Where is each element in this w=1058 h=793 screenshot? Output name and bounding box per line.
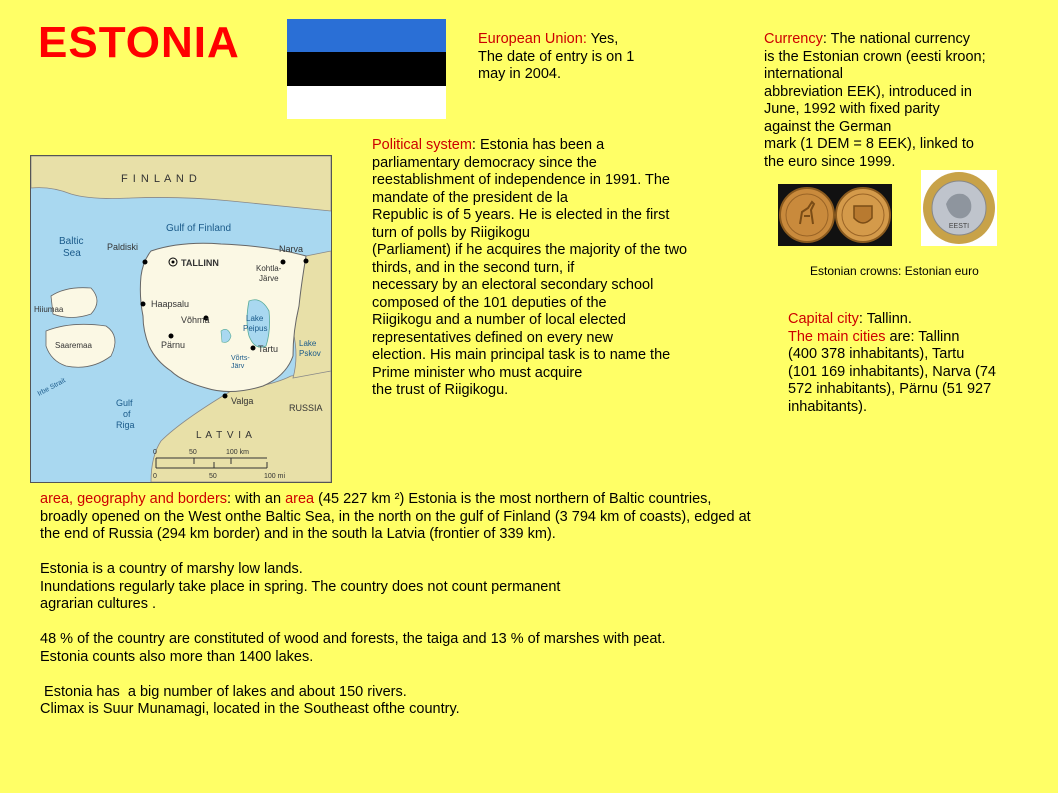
capital-line: 572 inhabitants), Pärnu (51 927 — [788, 381, 992, 397]
political-line: Riigikogu and a number of local elected — [372, 312, 626, 328]
area-line: Estonia counts also more than 1400 lakes. — [40, 648, 314, 665]
political-line: thirds, and in the second turn, if — [372, 259, 575, 276]
svg-text:0: 0 — [153, 473, 157, 480]
euro-coin-text: EESTI — [948, 223, 970, 230]
political-line: election. His main principal task is to name the — [372, 347, 671, 363]
map-label: Võhma — [181, 315, 210, 325]
map-label: Hiiumaa — [34, 305, 64, 314]
political-line: Prime minister who must acquire — [372, 364, 583, 381]
political-line: Republic is of 5 years. He is elected in the first — [372, 207, 670, 223]
area-line: Climax is Suur Munamagi, located in the Southeast ofthe country. — [40, 701, 460, 717]
area-label: area, geography and borders — [40, 491, 228, 507]
flag-blue-stripe — [287, 19, 446, 52]
eu-label: European Union — [478, 31, 583, 47]
eu-value: Yes, — [590, 31, 619, 47]
political-section — [372, 137, 732, 400]
map-label: Kohtla- — [256, 264, 282, 273]
eu-section: European Union: Yes, The date of entry is on 1 may in 2004. — [478, 31, 668, 84]
area-line: Inundations regularly take place in spring. The country does not count permanent — [40, 578, 561, 595]
map-label: Võrts- — [231, 355, 250, 362]
map-label: Valga — [231, 396, 254, 406]
map-label: L A T V I A — [196, 430, 253, 441]
political-line: : Estonia has been a — [471, 137, 605, 153]
area-section: area, geography and borders: with an area (45 227 km ²) Estonia is the most northern of Baltic countries, broadly opened on the West onthe Baltic Sea, in the north on the gulf of Finland (3 794 km of coasts), edged at the end of Russia (294 km border) and in the south la Latvia (frontier of 339 km). Estonia is a country of marshy low lands. Inundations regularly take place in spring. The country does not count permanent agrarian cultures . 48 % of the country are constituted of wood and forests, the taiga and 13 % of marshes with peat. Estonia counts also more than 1400 lakes. Estonia has a big number of lakes and about 150 rivers. Climax is Suur Munamagi, located in the Southeast ofthe country. — [40, 491, 840, 719]
map-label: Irbe Strait — [36, 377, 67, 398]
capital-line: (101 169 inhabitants), Narva (74 — [788, 363, 996, 380]
area-line: Estonia has a big number of lakes and about 150 rivers. — [40, 683, 407, 700]
capital-label: Capital city — [788, 311, 859, 327]
capital-value: : Tallinn. — [858, 311, 912, 327]
map-label: Tartu — [258, 344, 279, 354]
map-label: Sea — [63, 248, 81, 259]
political-line: necessary by an electoral secondary school — [372, 277, 654, 293]
flag-black-stripe — [287, 52, 446, 85]
map-label: Lake — [246, 314, 264, 323]
map-label: of — [123, 409, 131, 419]
svg-text:50: 50 — [209, 473, 217, 480]
currency-line: mark (1 DEM = 8 EEK), linked to — [764, 136, 974, 152]
currency-line: June, 1992 with fixed parity — [764, 101, 940, 117]
estonia-map — [30, 155, 332, 483]
svg-text:50: 50 — [189, 449, 197, 456]
map-label: Haapsalu — [151, 299, 190, 309]
map-label: Saaremaa — [55, 341, 92, 350]
capital-line: inhabitants). — [788, 398, 867, 415]
currency-label: Currency — [764, 31, 823, 47]
map-label: Riga — [116, 420, 135, 430]
map-label: Narva — [279, 244, 304, 254]
political-line: reestablishment of independence in 1991. The — [372, 172, 671, 188]
estonian-flag — [287, 19, 446, 119]
map-label: RUSSIA — [289, 403, 323, 413]
map-label: Gulf of Finland — [166, 223, 232, 234]
political-label: Political system — [372, 137, 472, 153]
area-line: Estonia is a country of marshy low lands. — [40, 561, 303, 577]
capital-section — [788, 311, 1028, 416]
estonian-euro-coin-image — [921, 170, 997, 246]
map-label: Järv — [231, 363, 245, 370]
currency-line: abbreviation EEK), introduced in — [764, 83, 972, 100]
capital-line: (400 378 inhabitants), Tartu — [788, 346, 965, 362]
map-label: Järve — [259, 274, 279, 283]
eu-line: may in 2004. — [478, 66, 562, 82]
map-label: Gulf — [116, 398, 133, 408]
coat-of-arms-icon — [854, 206, 872, 223]
page-title: ESTONIA — [38, 18, 240, 67]
currency-line: the euro since 1999. — [764, 153, 896, 170]
area-line: the end of Russia (294 km border) and in the south la Latvia (frontier of 339 km). — [40, 526, 556, 542]
map-label: TALLINN — [181, 258, 219, 268]
political-line: turn of polls by Riigikogu — [372, 224, 530, 241]
map-label: Lake — [299, 339, 317, 348]
political-line: mandate of the president de la — [372, 189, 568, 206]
currency-section — [764, 31, 1014, 171]
main-cities-label: The main cities — [788, 328, 886, 345]
map-label: Pärnu — [161, 340, 186, 350]
map-label: Paldiski — [107, 242, 139, 252]
area-word: area — [285, 491, 315, 507]
currency-line: is the Estonian crown (eesti kroon; — [764, 48, 986, 65]
coin-caption: Estonian crowns: Estonian euro — [810, 264, 979, 278]
currency-line: international — [764, 66, 843, 82]
political-line: parliamentary democracy since the — [372, 154, 597, 171]
currency-line: against the German — [764, 118, 892, 135]
political-line: (Parliament) if he acquires the majority of the two — [372, 242, 688, 258]
area-line: 48 % of the country are constituted of wood and forests, the taiga and 13 % of marshes with peat. — [40, 631, 666, 647]
currency-line: : The national currency — [822, 31, 971, 47]
flag-white-stripe — [287, 86, 446, 119]
svg-text:0: 0 — [153, 449, 157, 456]
map-label: Baltic — [59, 236, 84, 247]
area-line: broadly opened on the West onthe Baltic Sea, in the north on the gulf of Finland (3 794 km of coasts), edged at — [40, 508, 751, 525]
area-line: agrarian cultures . — [40, 596, 157, 612]
political-line: composed of the 101 deputies of the — [372, 294, 607, 311]
svg-text:100 mi: 100 mi — [264, 473, 286, 480]
map-label: Pskov — [299, 349, 321, 358]
eu-line: The date of entry is on 1 — [478, 48, 635, 65]
map-label: Peipus — [243, 324, 268, 333]
political-line: representatives defined on every new — [372, 329, 614, 346]
map-label: F I N L A N D — [121, 173, 198, 185]
political-line: the trust of Riigikogu. — [372, 382, 509, 398]
svg-text:100 km: 100 km — [226, 449, 249, 456]
estonian-crown-coins-image — [778, 184, 892, 246]
capital-line: are: Tallinn — [885, 328, 960, 345]
